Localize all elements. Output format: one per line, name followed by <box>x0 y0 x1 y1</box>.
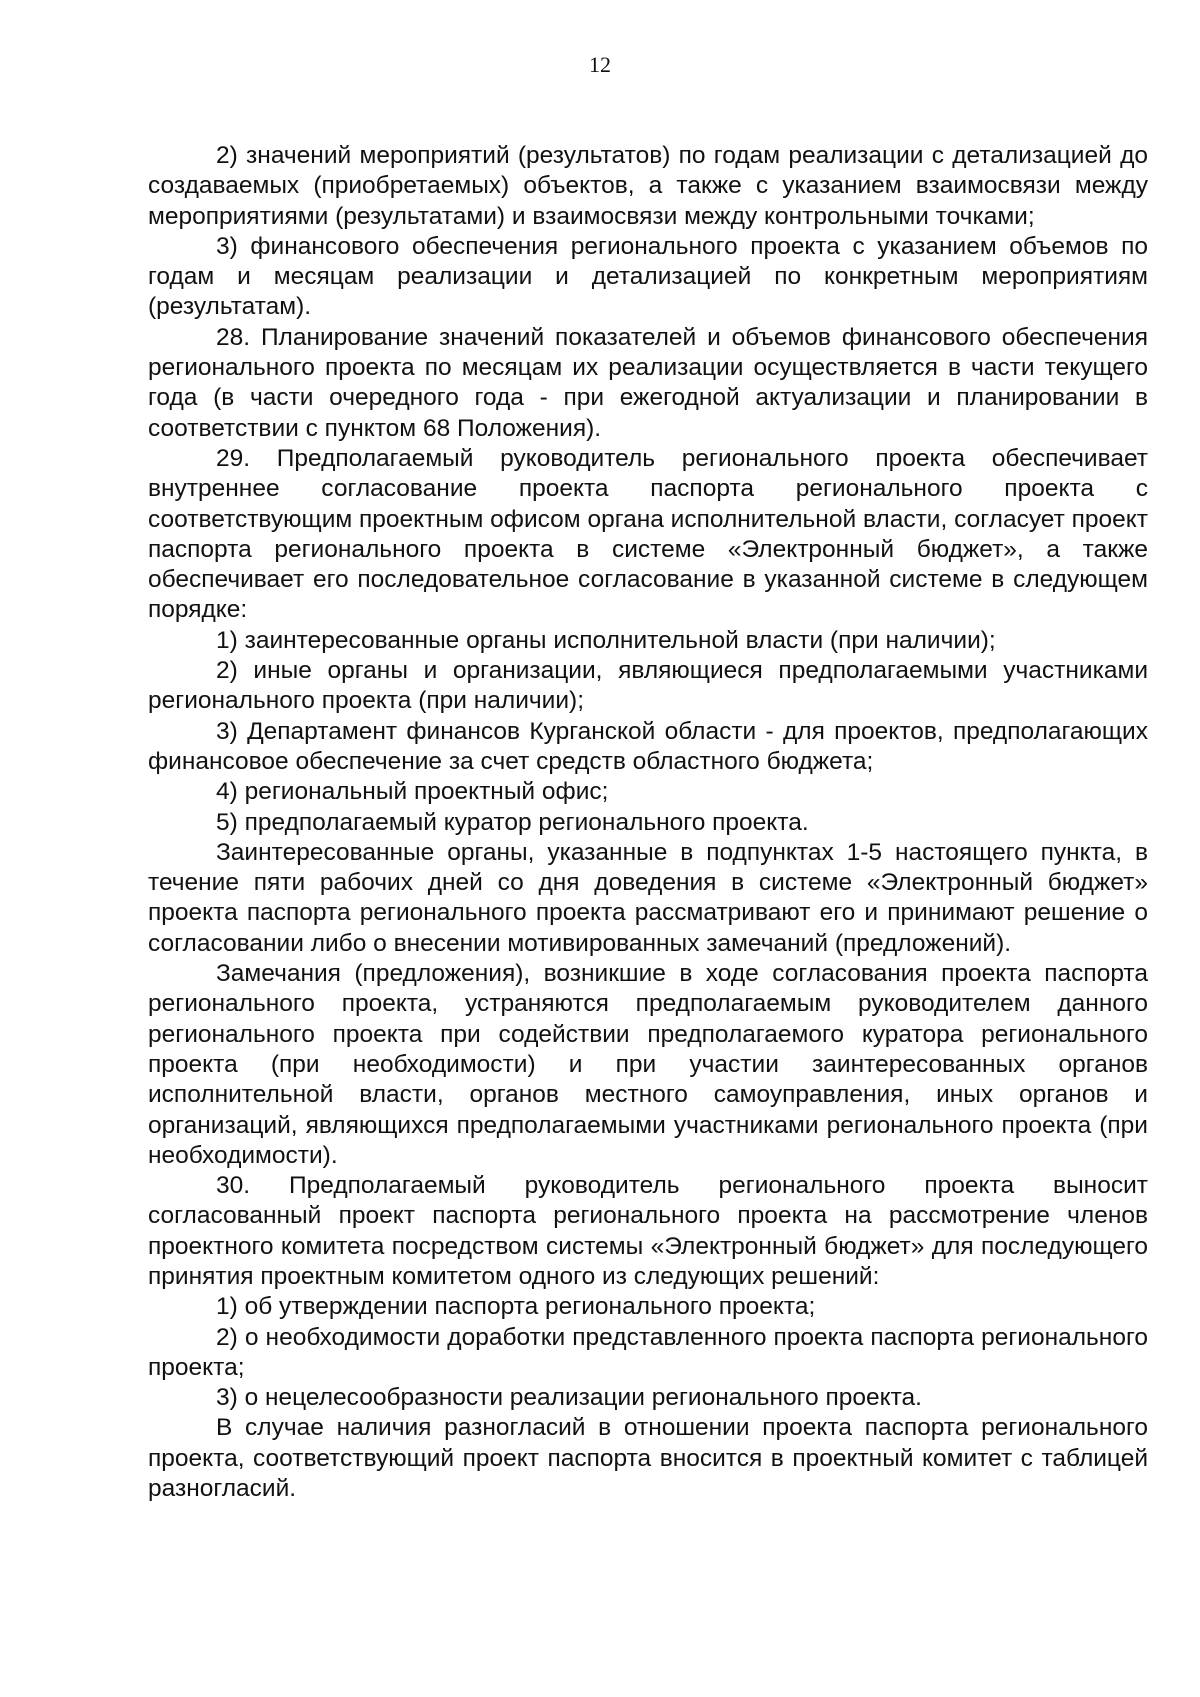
paragraph-decision-2: 2) о необходимости доработки представленного проекта паспорта регионального проекта; <box>148 1323 1148 1381</box>
paragraph-decision-3: 3) о нецелесообразности реализации регионального проекта. <box>216 1384 922 1412</box>
paragraph-approval-step-4: 4) региональный проектный офис; <box>216 778 609 806</box>
paragraph-approval-step-3: 3) Департамент финансов Курганской области - для проектов, предполагающих финансовое обеспечение за счет средств областного бюджета; <box>148 717 1148 775</box>
paragraph-approval-step-2: 2) иные органы и организации, являющиеся предполагаемыми участниками регионального проекта (при наличии); <box>148 657 1148 715</box>
document-body <box>148 141 1148 1504</box>
paragraph-approval-step-1: 1) заинтересованные органы исполнительной власти (при наличии); <box>216 626 996 654</box>
paragraph-review-period: Заинтересованные органы, указанные в подпунктах 1-5 настоящего пункта, в течение пяти рабочих дней со дня доведения в системе «Электронный бюджет» проекта паспорта регионального проекта рассматривают его и принимают решение о согласовании либо о внесении мотивированных замечаний (предложений). <box>148 838 1148 957</box>
paragraph-clause-28: 28. Планирование значений показателей и объемов финансового обеспечения регионального проекта по месяцам их реализации осуществляется в части текущего года (в части очередного года - при ежегодной актуализации и планировании в соответствии с пунктом 68 Положения). <box>148 323 1148 442</box>
page-number: 12 <box>589 52 611 77</box>
paragraph-remarks: Замечания (предложения), возникшие в ходе согласования проекта паспорта регионального проекта, устраняются предполагаемым руководителем данного регионального проекта при содействии предполагаемого куратора регионального проекта (при необходимости) и при участии заинтересованных органов исполнительной власти, органов местного самоуправления, иных органов и организаций, являющихся предполагаемыми участниками регионального проекта (при необходимости). <box>148 960 1148 1169</box>
paragraph-approval-step-5: 5) предполагаемый куратор регионального проекта. <box>216 808 809 836</box>
paragraph-item-3-financing: 3) финансового обеспечения регионального проекта с указанием объемов по годам и месяцам реализации и детализацией по конкретным мероприятиям (результатам). <box>148 232 1148 321</box>
paragraph-clause-30: 30. Предполагаемый руководитель регионального проекта выносит согласованный проект паспорта регионального проекта на рассмотрение членов проектного комитета посредством системы «Электронный бюджет» для последующего принятия проектным комитетом одного из следующих решений: <box>148 1172 1148 1290</box>
paragraph-decision-1: 1) об утверждении паспорта регионального проекта; <box>216 1293 816 1321</box>
paragraph-item-2-values: 2) значений мероприятий (результатов) по годам реализации с детализацией до создаваемых (приобретаемых) объектов, а также с указанием взаимосвязи между мероприятиями (результатами) и взаимосвязи между контрольными точками; <box>148 142 1148 230</box>
paragraph-disagreements: В случае наличия разногласий в отношении проекта паспорта регионального проекта, соответствующий проект паспорта вносится в проектный комитет с таблицей разногласий. <box>148 1414 1148 1503</box>
paragraph-clause-29: 29. Предполагаемый руководитель регионального проекта обеспечивает внутреннее согласование проекта паспорта регионального проекта с соответствующим проектным офисом органа исполнительной власти, согласует проект паспорта регионального проекта в системе «Электронный бюджет», а также обеспечивает его последовательное согласование в указанной системе в следующем порядке: <box>148 444 1148 624</box>
